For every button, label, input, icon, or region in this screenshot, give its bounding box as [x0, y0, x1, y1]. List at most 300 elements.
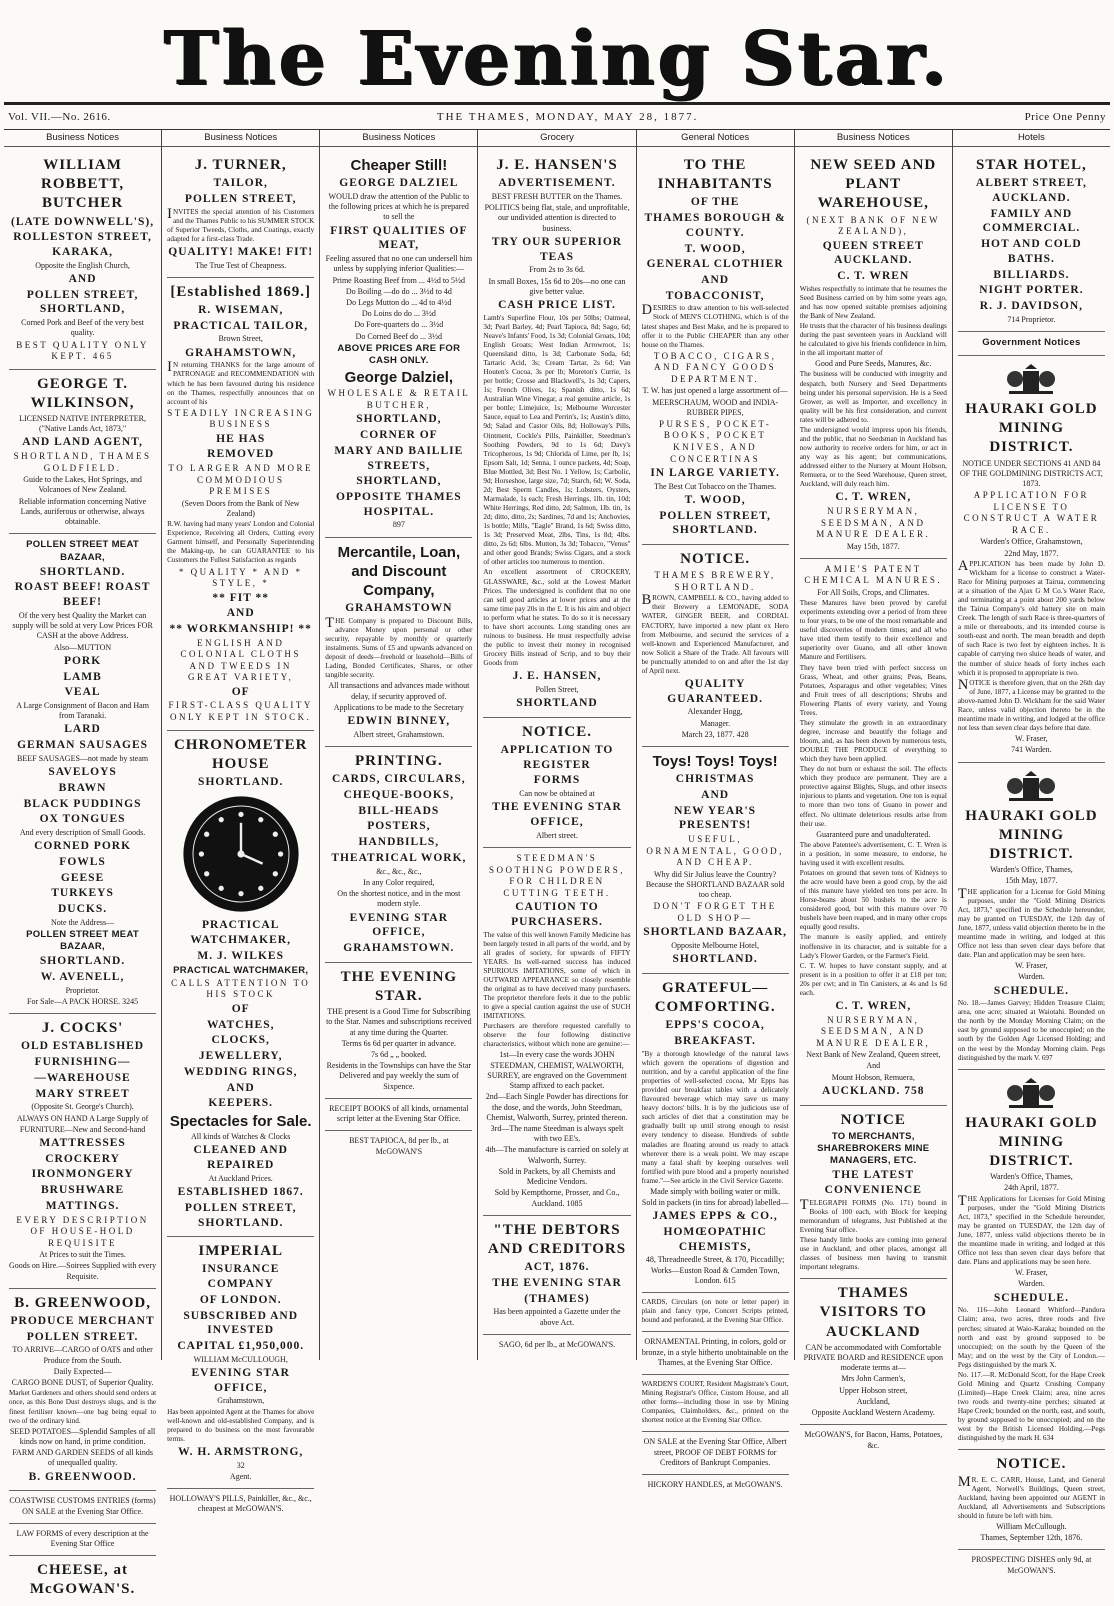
ad-line: CHRONOMETER HOUSE [173, 736, 308, 772]
ad-line: 15th May, 1877. [1005, 876, 1058, 886]
ad-line: (Seven Doors from the Bank of New Zealand) [181, 498, 300, 518]
ad-line: USEFUL, ORNAMENTAL, GOOD, AND CHEAP. [646, 834, 784, 868]
ad-line: OF [231, 685, 250, 698]
ad-line: SUBSCRIBED AND INVESTED [183, 1309, 299, 1337]
ad-line: BROWN, CAMPBELL & CO., having added to their Brewery a LEMONADE, SODA WATER, GINGER BEER, and CORDIAL FACTORY, have imported a new plant ex Hero from Melbourne, and secured the services of a well-known and Experienced Manufacturer, and now Solicit a Share of the Trade. All favours will be punctually attended to on and after the 1st day of April next. [641, 592, 789, 675]
advertisement [325, 151, 472, 538]
advertisement [800, 1279, 947, 1425]
ad-line: THAMES BREWERY, SHORTLAND. [654, 570, 776, 592]
column-6 [795, 130, 953, 1450]
ad-line: C. T. WREN, [835, 999, 912, 1012]
ad-line: SHORTLAND, [356, 413, 442, 426]
ad-line: POLLEN STREET. [26, 1330, 139, 1343]
ad-line: No. 117.—R. McDonald Scott, for the Hape Creek Gold Mining and Quartz Crushing Company (Limited)—Hape Creek Claim; area, nine acres two roods and twenty-nine perches; situated at Hape Creek; bounded on the north, east, and south, by ground supposed to be unoccupied; and on the west by the British Licensed Holding.—Pegs distinguished by the mark H. 634 [957, 1370, 1105, 1443]
ad-line: THE EVENING STAR OFFICE, [492, 801, 622, 829]
ad-line: All transactions and advances made without delay, if security approved of. [328, 681, 470, 701]
ad-line: 1st—In every case the words JOHN STEEDMAN, CHEMIST, WALWORTH, SURREY, are engraved on the Government Stamp affixed to each packet. [487, 1050, 627, 1091]
price: Price One Penny [1024, 111, 1106, 123]
ad-line: W. Fraser, [1015, 1268, 1048, 1278]
ad-line: Sold in packets (in tins for abroad) labelled— [641, 1198, 789, 1208]
column-1 [4, 130, 162, 1598]
ad-line: "By a thorough knowledge of the natural laws which govern the operations of digestion and nutrition, and by a careful application of the fine properties of well-selected cocoa, Mr Epps has provided our breakfast tables with a delicately flavoured beverage which may save us many heavy doctors' bills. It is by the judicious use of such articles of diet that a constitution may be gradually built up until strong enough to resist every tendency to disease. Hundreds of subtle maladies are floating around us ready to attack wherever there is a weak point. We may escape many a fatal shaft by keeping ourselves well fortified with pure blood and a properly nourished frame."—See article in the Civil Service Gazette. [641, 1049, 789, 1185]
ad-line: BEST FRESH BUTTER on the Thames. [491, 191, 623, 201]
ad-line: ROLLESTON STREET, KARAKA, [13, 231, 152, 258]
ad-line: W. AVENELL, [40, 971, 125, 984]
ad-line: B. GREENWOOD, [14, 1294, 151, 1311]
ad-line: GEORGE DALZIEL [339, 177, 459, 190]
column-2 [162, 130, 320, 1514]
ad-line: OLD ESTABLISHED [21, 1040, 145, 1053]
ad-line: TO LARGER AND MORE COMMODIOUS PREMISES [168, 463, 313, 497]
ad-line: GENERAL CLOTHIER [646, 258, 784, 271]
ad-line: Mercantile, Loan, and Discount Company, [337, 543, 461, 600]
ad-line: Spectacles for Sale. [169, 1112, 312, 1130]
ad-line: BEST TAPIOCA, 8d per lb., at McGOWAN'S [349, 1136, 449, 1156]
ad-line: Brown Street, [218, 334, 263, 344]
ad-line: CAN be accommodated with Comfortable PRIVATE BOARD and RESIDENCE upon moderate terms at— [803, 1342, 943, 1373]
clock-icon [181, 794, 301, 914]
ad-line: WEDDING RINGS, [183, 1065, 298, 1078]
advertisement [958, 1550, 1105, 1581]
column-heading: Business Notices [320, 130, 477, 147]
ad-line: PURSES, POCKET-BOOKS, POCKET KNIVES, AND CONCERTINAS [659, 418, 772, 464]
ad-line: POSTERS, [367, 820, 431, 833]
ad-line: Lamb's Superfine Flour, 10s per 50lbs; Oatmeal, 3d; Pearl Barley, 4d; Pearl Tapioca, 8d; Sago, 6d; Neave's Infants' Food, 1s 3d; Colonial Groats, 10d; English Groats; West Indian Arrowroot, 1s; Queensland ditto, 1s 3d; Carbonate Soda, 6d; Tartaric Acid, 3s; Cream Tartar, 2s 6d; Van Houten's Cocoa, 3s per lb; Moreton's Currie, 1s per bottle; Crosse and Blackwell's, 1s 3d; Capers, 1s; French Olives, 1s; Spanish ditto, 1s 6d; Australian Wine Vinegar, a real genuine article, 1s per bottle; Limejuice, 1s; Melbourne Worcester Sauce, equal to Lea and Perrin's, 1s; Austin's ditto, 9d; Salad and Castor Oils, 8d; Holloway's Pills, Ointment, Cockle's Pills, Painkiller, Steedman's Soothing Powders, 9d to 1s 6d; Davy's Tricopherous, 1s 9d; Chlorida of Lime, per lb, 1s; Epsom Salt, 1d; Senna, 1 ounce packets, 4d; Soap, Blue Mottled, 3d; Best No. 1 Yellow, 1s; Carbolic, 9d; Horseshoe, large size, 7d; Starch, 6d; W. Soda, 2d; Best Sperm Candles, 1s; Lobsters, Oysters, Marmalade, 1s each; Fresh Herrings, 1lb. tin, 10d; White Herrings, Red ditto, 2d; Salmon, 1lb. tin, 1s 2d; ditto, ditto, 2s; Sardines, 7d and 1s; Anchovies, 1s bottle; Mills, "Eagle" Brand, 1s 6d; Swiss ditto, 1s 3d; Preserved Meat, 2lbs, Tins, 1s 8d; 4lbs. ditto, 2s 6d; 6lbs. Mutton, 3s 3d; Tobacco, "Venus" and other good Brands; Swiss Cigars, and a stock of other articles too numerous to mention. [483, 313, 631, 567]
ad-line: Daily Expected— [53, 1366, 112, 1376]
ad-line: ACT, 1876. [524, 1261, 590, 1274]
ad-line: SHORTLAND BAZAAR, [643, 926, 788, 939]
advertisement [325, 963, 472, 1099]
ad-line: ** FIT ** [212, 591, 270, 604]
advertisement [642, 1332, 789, 1375]
ad-line: The value of this well known Family Medicine has been largely tested in all parts of the world, and by all grades of society, for upwards of FIFTY YEARS. Its well-earned success has induced SPURIOUS IMITATIONS, some of which in OUTWARD APPEARANCE so closely resemble the original as to have deceived many purchasers. The proprietor therefore feels it due to the public to give a special caution against the use of SUCH IMITATIONS. [483, 930, 631, 1021]
advertisement [167, 278, 314, 731]
column-5 [637, 130, 795, 1490]
ad-line: CLEANED AND REPAIRED [193, 1144, 288, 1172]
ad-line: TAILOR, [213, 177, 268, 190]
ad-line: B. GREENWOOD. [28, 1470, 137, 1483]
ad-line: PRODUCE MERCHANT [10, 1315, 155, 1328]
ad-line: THE Applications for Licenses for Gold Mining purposes, under the "Gold Mining Districts Act, 1873," specified in the Schedule hereunder, may be granted on TUESDAY, the 12th day of June, 1877, unless valid objections thereto be in the meantime made in writing, and lodged at this Office not less than seven clear days before that date. Plans and applications may be seen here. [957, 1192, 1105, 1267]
ad-line: GERMAN SAUSAGES [17, 739, 149, 752]
ad-line: R. WISEMAN, [198, 304, 284, 317]
ad-line: POLLEN STREET, SHORTLAND. [659, 509, 771, 537]
ad-line: (THAMES) [524, 1292, 590, 1305]
ad-line: BLACK PUDDINGS [23, 797, 142, 810]
ad-line: PRACTICAL WATCHMAKER, [173, 964, 309, 976]
ad-line: CLOCKS, [211, 1034, 270, 1047]
ad-line: Purchasers are therefore requested carefully to observe the four following distinctive characteristics, without which none are genuine:— [483, 1022, 631, 1049]
ad-line: WARDEN'S COURT, Resident Magistrate's Court, Mining Registrar's Office, Custom House, and all other forms—including those in use by Mining Companies, Claimholders, &c., printed on the shortest notice at the Evening Star Office. [641, 1380, 789, 1425]
ad-line: W. Fraser, [1015, 961, 1048, 971]
advertisement [325, 747, 472, 963]
ad-line: WILLIAM ROBBETT, BUTCHER [40, 157, 125, 212]
dateline [4, 105, 1110, 129]
ad-line: (Opposite St. George's Church). [31, 1102, 134, 1112]
ad-line: WHOLESALE & RETAIL BUTCHER, [327, 388, 471, 410]
advertisement [9, 1491, 156, 1523]
ad-line: SHORTLAND, [356, 475, 442, 488]
ad-line: Sold in Packets, by all Chemists and Medicine Vendors. [498, 1166, 616, 1187]
ad-line: (LATE DOWNWELL'S), [11, 215, 155, 228]
royal-crest-icon [1001, 1077, 1061, 1111]
masthead [4, 0, 1110, 102]
advertisement [800, 151, 947, 559]
advertisement [483, 1216, 630, 1335]
ad-line: AND [226, 607, 255, 620]
ad-line: CORNER OF [360, 429, 438, 442]
ad-line: CARGO BONE DUST, of Superior Quality. [11, 1378, 154, 1388]
ad-line: At Auckland Prices. [208, 1173, 273, 1183]
ad-line: March 23, 1877. 428 [681, 729, 749, 739]
ad-line: 4th—The manufacture is carried on solely at Walworth, Surrey. [485, 1145, 629, 1165]
ad-line: NOTICE is therefore given, that on the 26th day of June, 1877, a License may be granted to the above-named John D. Wickham for the said Water Race, unless valid objection thereto be in the meantime made in writing, and lodged at the office not less than seven clear days before that date. [957, 676, 1105, 732]
ad-line: 24th April, 1877. [1004, 1183, 1059, 1193]
ad-line: TELEGRAPH FORMS (No. 171) bound in Books of 100 each, with Block for keeping memorandum of telegrams, Just Published at the Evening Star office. [799, 1196, 947, 1234]
ad-line: A Large Consignment of Bacon and Ham from Taranaki. [16, 700, 149, 721]
ad-line: Opposite the English Church, [35, 260, 130, 270]
ad-line: SAVELOYS [48, 766, 117, 779]
column-heading: Grocery [478, 130, 635, 147]
ad-line: Has been appointed a Gazette under the above Act. [493, 1307, 621, 1327]
ad-line: WILLIAM McCULLOUGH, [193, 1354, 288, 1364]
ad-line: Goods on Hire.—Soirees Supplied with every Requisite. [9, 1261, 157, 1281]
ad-line: An excellent assortment of CROCKERY, GLASSWARE, &c., sold at the Lowest Market Prices. The undersigned is confident that no one can sell good articles at lower prices and at the same time pay 20s in the £. It is his aim and object to perform what he states. To do so it is necessary to have short accounts. Long standing ones are ruinous to business. He must respectfully advise the public to invest their money in recognised Grocery Bills instead of Scrip, and to buy their Goods from [483, 568, 631, 668]
advertisement [9, 151, 156, 370]
ad-line: QUALITY GUARANTEED. [667, 677, 763, 705]
ad-line: CAUTION TO PURCHASERS. [511, 901, 603, 928]
ad-line: Albert street, Grahamstown. [353, 729, 445, 739]
ad-line: LAW FORMS of every description at the Evening Star Office [16, 1528, 149, 1549]
ad-line: COASTWISE CUSTOMS ENTRIES (forms) ON SALE at the Evening Star Office. [9, 1496, 156, 1516]
column-heading: Hotels [953, 130, 1110, 147]
ad-line: Good and Pure Seeds, Manures, &c. [815, 359, 932, 369]
ad-line: 897 [392, 520, 405, 530]
ad-line: POLLEN STREET MEAT BAZAAR, [26, 539, 140, 563]
advertisement [958, 356, 1105, 762]
ad-line: Opposite Melbourne Hotel, [671, 941, 760, 951]
ad-line: WOULD draw the attention of the Public to the following prices at which he is prepared to sell the [328, 191, 470, 222]
advertisement [642, 1475, 789, 1496]
ad-line: IN LARGE VARIETY. [650, 467, 780, 480]
ad-line: IMPERIAL [198, 1243, 284, 1260]
ad-line: HOMŒOPATHIC CHEMISTS, [663, 1226, 767, 1253]
ad-line: RECEIPT BOOKS of all kinds, ornamental script letter at the Evening Star Office. [329, 1103, 469, 1124]
ad-line: BILLIARDS. [993, 268, 1070, 281]
ad-line: "THE DEBTORS AND CREDITORS [487, 1221, 627, 1258]
ad-line: Mrs John Carmen's, [841, 1374, 906, 1384]
ad-line: Agent. [229, 1471, 252, 1481]
ad-line: ORNAMENTAL Printing, in colors, gold or bronze, in a style hitherto unobtainable on the Thames, at the Evening Star Office. [641, 1337, 789, 1367]
ad-line: MEERSCHAUM, WOOD and INDIA-RUBBER PIPES, [652, 397, 779, 417]
ad-line: Potatoes on ground that seven tons of Kidneys to the acre would have been a good crop, by the aid of this manure have yielded ten tons per acre. In Horse-beans about 50 bushels to the acre is considered good, but with this manure over 70 bushels have been reaped, and in many other crops equally good results. [799, 869, 947, 932]
ad-line: These Manures have been proved by careful experiments extending over a period of from three to four years, to be one of the most remarkable and useful discoveries of modern times; and all who have tried them testify to their excellence and superiority over Guano, and all other known Manure and Fertilisers. [799, 599, 947, 662]
ad-line: AND [226, 1081, 255, 1094]
masthead-title: The Evening Star. [164, 16, 950, 102]
ad-line: THEATRICAL WORK, [331, 851, 467, 864]
advertisement [642, 1375, 789, 1432]
ad-line: SHORTLAND. [672, 953, 758, 966]
ad-line: J. E. HANSEN, [512, 670, 602, 683]
ad-line: ROAST BEEF! ROAST BEEF! [14, 581, 151, 609]
ad-line: They have been tried with perfect success on Grass, Wheat, and other grains; Peas, Beans, Potatoes, Asparagus and other vegetables; Vines and Fruit trees of all descriptions; Shrubs and Flowering Plants of every variety, and Young Trees. [799, 663, 947, 717]
ad-line: W. Fraser, [1015, 734, 1048, 744]
ad-line: William McCullough. [996, 1521, 1067, 1531]
ad-line: 48, Threadneedle Street, & 170, Piccadilly; Works—Euston Road & Camden Town, London. 615 [645, 1255, 785, 1285]
ad-line: In any Color required, [363, 877, 435, 887]
ad-line: 22nd May, 1877. [1004, 548, 1059, 558]
ad-line: Sold by Kempthorne, Prosser, and Co., Auckland. 1085 [494, 1188, 620, 1208]
ad-line: For Sale—A PACK HORSE. 3245 [27, 997, 139, 1006]
advertisement [167, 1237, 314, 1489]
ad-line: WATCHES, [206, 1018, 275, 1031]
column-7 [953, 130, 1110, 1575]
ad-line: THE application for a License for Gold Mining purposes, under the "Gold Mining Districts Act, 1873," specified in the Schedule hereunder, may be granted on TUESDAY, the 12th day of June, 1877, unless valid objection thereto be in the meantime made in writing, and lodged at this Office not less than seven clear days before that date. Plan and application may be seen here. [957, 885, 1105, 959]
ad-line: LARD [64, 723, 101, 736]
advertisement [9, 1014, 156, 1289]
ad-line: HE HAS [216, 432, 266, 445]
ad-line: WATCHMAKER, [190, 934, 291, 947]
ad-line: J. TURNER, [194, 157, 287, 173]
ad-line: W. H. ARMSTRONG, [178, 1445, 304, 1458]
ad-line: Guaranteed pure and unadulterated. [816, 829, 931, 839]
ad-line: GRATEFUL—COMFORTING. [654, 980, 776, 1016]
ad-line: In small Boxes, 15s 6d to 20s—no one can give better value. [488, 276, 626, 296]
ad-line: J. E. HANSEN'S [496, 157, 618, 173]
ad-line: ALWAYS ON HAND A Large Supply of [16, 1113, 149, 1123]
ad-line: And [866, 1061, 881, 1071]
ad-line: Thames, September 12th, 1876. [980, 1533, 1083, 1543]
advertisement [483, 151, 630, 718]
ad-line: No. 18.—James Garvey; Hidden Treasure Claim; area, one acre; situated at Waiotahi. Bounded on the north by the Monday Morning Claim; on the east by ground supposed to be unoccupied; on the south by the Golden Age Licensed Holding; and on the west by the Monday Morning claim. Pegs distinguished by the mark V. 697 [957, 999, 1105, 1062]
ad-line: DON'T FORGET THE OLD SHOP— [653, 901, 777, 923]
ad-line: PRACTICAL TAILOR, [173, 319, 309, 332]
ad-line: CARDS, Circulars (on note or letter paper) in plain and fancy type, Concert Scripts printed, bound and perforated, at the Evening Star Office. [641, 1298, 789, 1325]
ad-line: BRUSHWARE [41, 1184, 125, 1197]
ad-line: Reliable information concerning Native Lands, auriferous or otherwise, always obtainable. [18, 496, 147, 527]
ad-line: THE present is a Good Time for Subscribing to the Star. Names and subscriptions received at any time during the Quarter. [326, 1007, 472, 1037]
ad-line: TO ARRIVE—CARGO of OATS and other Produce from the South. [12, 1345, 153, 1365]
ad-line: J. COCKS' [41, 1020, 124, 1037]
ad-line: Also—MUTTON [53, 642, 112, 652]
ad-line: POLLEN STREET MEAT BAZAAR, [26, 929, 140, 953]
ad-line: AUCKLAND. 758 [822, 1084, 925, 1097]
advertisement [325, 538, 472, 747]
ad-line: Auckland, [856, 1396, 890, 1406]
ad-line: ESTABLISHED 1867. [177, 1186, 304, 1199]
ad-line: The manure is easily applied, and entirely inoffensive in its character, and is suitable for a Lady's Flower Garden, or the Farmer's Field. [799, 933, 947, 960]
ad-line: THAMES BOROUGH & COUNTY. [644, 212, 786, 239]
ad-line: TO MERCHANTS, SHAREBROKERS MINE MANAGERS, ETC. [817, 1130, 930, 1167]
ad-line: 741 Warden. [1011, 745, 1052, 755]
ad-line: Warden's Office, Thames, [990, 1172, 1073, 1182]
ad-line: CROCKERY [45, 1152, 120, 1165]
ad-line: Wishes respectfully to intimate that he resumes the Seed Business carried on by him some years ago, and has now opened suitable premises adjoining the Bank of New Zealand. [799, 284, 947, 320]
ad-line: Pollen Street, [535, 684, 579, 694]
ad-line: 32 [236, 1460, 245, 1470]
ad-line: NOTICE. [996, 1456, 1067, 1473]
ad-line: NOTICE [840, 1111, 906, 1128]
columns [4, 129, 1110, 1598]
ad-line: SHORTLAND. [198, 775, 284, 788]
ad-line: EVERY DESCRIPTION OF HOUSE-HOLD REQUISITE [16, 1214, 149, 1248]
ad-line: NOTICE UNDER SECTIONS 41 AND 84 OF THE GOLDMINING DISTRICTS ACT, 1873. [959, 458, 1103, 489]
ad-line: MARY AND BAILLIE STREETS, [334, 444, 464, 472]
ad-line: ENGLISH AND COLONIAL CLOTHS AND TWEEDS IN GREAT VARIETY, [180, 637, 301, 683]
ad-line: NOTICE. [522, 723, 592, 740]
ad-line: NURSERYMAN, SEEDSMAN, AND MANURE DEALER. [816, 506, 931, 540]
ad-line: Next Bank of New Zealand, Queen street, [806, 1050, 941, 1060]
volume-number: Vol. VII.—No. 2616. [8, 111, 111, 123]
ad-line: Can now be obtained at [519, 789, 595, 799]
ad-line: 7s 6d „ „ booked. [370, 1050, 427, 1059]
ad-line: PORK [63, 654, 102, 667]
ad-line: —WAREHOUSE [34, 1071, 131, 1084]
ad-line: And every description of Small Goods. [19, 827, 146, 837]
ad-line: 714 Proprietor. [1007, 314, 1056, 324]
ad-line: THE EVENING STAR. [340, 968, 458, 1004]
ad-line: C. T. W. hopes to have constant supply, and at present is in a position to offer it at £18 per ton; 20s per cwt; and in Tin Canisters, at 4s and 1s 6d each. [799, 961, 947, 997]
ad-line: PRINTING. [354, 753, 443, 770]
ad-line: IN returning THANKS for the large amount of PATRONAGE and RECOMMENDATION with which he has been favoured during his residence on the Thames, respectfully announces that on account of his [167, 359, 315, 406]
advertisement [800, 559, 947, 1106]
ad-line: All kinds of Watches & Clocks [191, 1132, 291, 1142]
ad-line: Corned Pork and Beef of the very best quality. [21, 318, 144, 338]
ad-line: EDWIN BINNEY, [347, 715, 451, 728]
advertisement [9, 1524, 156, 1556]
ad-line: SHORTLAND. [39, 565, 126, 578]
ad-line: The Best Cut Tobacco on the Thames. [654, 481, 777, 491]
advertisement [483, 1335, 630, 1356]
ad-line: Warden's Office, Grahamstown, [980, 537, 1083, 547]
place-and-date: THE THAMES, MONDAY, MAY 28, 1877. [436, 111, 699, 123]
advertisement [9, 534, 156, 1014]
ad-line: OF THE [690, 196, 740, 209]
ad-line: CHEESE, at McGOWAN'S. [29, 1562, 136, 1598]
ad-line: IRONMONGERY [31, 1168, 134, 1181]
ad-line: GEORGE T. WILKINSON, [30, 375, 135, 411]
advertisement [167, 731, 314, 1238]
advertisement [483, 848, 630, 1216]
ad-line: Prime Roasting Beef from ... 4½d to 5½d [332, 275, 466, 285]
ad-line: NEW YEAR'S PRESENTS! [674, 804, 757, 832]
ad-line: MATTINGS. [45, 1199, 120, 1212]
ad-line: EPPS'S COCOA, [665, 1019, 765, 1032]
ad-line: SEED POTATOES—Splendid Samples of all kinds now on hand, in prime condition. [9, 1426, 156, 1446]
ad-line: Do Legs Mutton do ... 4d to 4½d [346, 297, 452, 307]
ad-line: The business will be conducted with integrity and despatch, both Nursery and Seed Departments being under his personal supervision. He is a Seed Grower, as well as Importer, and excellency in quality will be his first consideration, and current rates will be adhered to. [799, 370, 947, 424]
ad-line: SHORTLAND, THAMES GOLDFIELD. [13, 451, 152, 473]
advertisement [642, 1432, 789, 1475]
ad-line: T. WOOD, [684, 493, 746, 506]
ad-line: SAGO, 6d per lb., at McGOWAN'S. [498, 1339, 616, 1349]
ad-line: McGOWAN'S, for Bacon, Hams, Potatoes, &c. [804, 1430, 943, 1450]
ad-line: At Prices to suit the Times. [39, 1250, 126, 1260]
ad-line: Grahamstown, [217, 1396, 265, 1406]
ad-line: The above Patentee's advertisement, C. T. Wren is in a position, in some measure, to endorse, he having used it with excellent results. [799, 840, 947, 867]
ad-line: Albert street. [536, 830, 578, 840]
ad-line: MARY STREET [35, 1087, 130, 1100]
ad-line: FORMS [533, 774, 581, 787]
ad-line: REMOVED [207, 448, 275, 461]
ad-line: They stimulate the growth in an extraordinary degree, increase and beautify the foliage and bloom, and, as has been shown by numerous tests, DOUBLE THE PRODUCE of everything to which they have been applied. [799, 718, 947, 764]
advertisement [9, 1556, 156, 1605]
ad-line: CHEQUE-BOOKS, [343, 789, 455, 801]
ad-line: POLLEN STREET, SHORTLAND, [26, 288, 139, 316]
ad-line: TURKEYS [51, 887, 114, 900]
ad-line: C. T. WREN, [835, 491, 912, 504]
ad-line: Warden's Office, Thames, [990, 865, 1073, 875]
royal-crest-icon [1001, 770, 1061, 804]
advertisement [958, 1070, 1105, 1451]
ad-line: 3rd—The name Steedman is always spelt with two EE's. [490, 1124, 624, 1144]
ad-line: CHRISTMAS [675, 773, 755, 786]
ad-line: Do Loins do do ... 3½d [361, 309, 436, 319]
advertisement [642, 747, 789, 974]
ad-line: ADVERTISEMENT. [498, 177, 616, 190]
advertisement [642, 1293, 789, 1332]
ad-line: GRAHAMSTOWN, [185, 346, 297, 359]
ad-line: HAURAKI GOLD MINING DISTRICT. [965, 807, 1098, 862]
ad-line: CAPITAL £1,950,000. [177, 1340, 305, 1353]
advertisement [958, 332, 1105, 356]
ad-line: POLITICS being flat, stale, and unprofitable, our undivided attention is directed to business. [484, 203, 630, 233]
advertisement [958, 151, 1105, 332]
ad-line: ABOVE PRICES ARE FOR CASH ONLY. [337, 342, 461, 367]
advertisement [9, 370, 156, 535]
ad-line: Market Gardeners and others should send orders at once, as this Bone Dust destroys slugs, and is the finest fertiliser known—one bag being equal to two of the ordinary kind. [9, 1389, 157, 1425]
ad-line: FARM AND GARDEN SEEDS of all kinds of unequalled quality. [12, 1448, 153, 1468]
ad-line: HANDBILLS, [358, 836, 440, 849]
ad-line: ON SALE at the Evening Star Office, Albert street, PROOF OF DEBT FORMS for Creditors of Bankrupt Companies. [643, 1437, 787, 1467]
ad-line: M. J. WILKES [197, 950, 284, 963]
ad-line: R. J. DAVIDSON, [979, 299, 1084, 312]
ad-line: LICENSED NATIVE INTERPRETER, ("Native Lands Act, 1873," [19, 413, 147, 434]
ad-line: Mount Hobson, Remuera, [831, 1072, 915, 1082]
ad-line: MATTRESSES [39, 1137, 126, 1149]
column-heading: Business Notices [162, 130, 319, 147]
ad-line: George Dalziel, [344, 369, 454, 387]
advertisement [483, 718, 630, 848]
ad-line: CALLS ATTENTION TO HIS STOCK [171, 977, 311, 1000]
advertisement [167, 1489, 314, 1520]
ad-line: No. 116—John Leonard Whitford—Pandora Claim; area, two acres, three roods and five perches; situated at Waio-Karaka; bounded on the north and east by ground supposed to be unoccupied; on the south by the Queen of the May; and on the west by the City of London.—Pegs distinguished by the mark X. [957, 1306, 1105, 1369]
ad-line: KEEPERS. [208, 1097, 273, 1110]
ad-line: QUEEN STREET AUCKLAND. [822, 239, 924, 267]
advertisement [958, 1450, 1105, 1550]
ad-line: Cheaper Still! [350, 157, 448, 174]
column-heading: Business Notices [4, 130, 161, 147]
column-3 [320, 130, 478, 1360]
advertisement [325, 1099, 472, 1131]
ad-line: SCHEDULE. [993, 984, 1069, 997]
ad-line: The undersigned would impress upon his friends, and the public, that no Seedsman in Auckland has now authority to receive orders for him, or act in any way as his agent; but communications, addressed either to the Nursery at Mount Hobson, Remuera, or to the Seed Warehouse, Queen street, Auckland, will duly reach him. [799, 425, 947, 489]
ad-line: BILL-HEADS [358, 804, 440, 817]
ad-line: OPPOSITE THAMES HOSPITAL. [336, 491, 462, 518]
ad-line: CASH PRICE LIST. [498, 298, 616, 311]
ad-line: LAMB [63, 670, 102, 683]
ad-line: These handy little books are coming into general use in Auckland, and other places, amongst all classes of business men having to transmit important telegrams. [799, 1235, 947, 1272]
ad-line: PRACTICAL [202, 918, 280, 931]
ad-line: CORNED PORK [34, 840, 132, 853]
ad-line: GRAHAMSTOWN. [343, 941, 455, 954]
ad-line: On the shortest notice, and in the most modern style. [337, 889, 461, 909]
ad-line: APPLICATION has been made by John D. Wickham for a license to construct a Water-Race for Mining purposes at Tairua, commencing at a situation of the Ajax G M Co.'s Water Race, and terminating at a point about 200 yards below the Tairua Company's old battery site on main Creek. The length of such Race is three-quarters of a mile or thereabouts, and its intended course is south-east and north. The mean breadth and depth of such Race is two feet by eighteen inches. It is capable of carrying two sluice heads of water, and the number of sluice heads of forty inches each which it is proposed to appropriate is two. [957, 557, 1105, 677]
ad-line: Alexander Hogg, [687, 707, 743, 717]
ad-line: QUALITY! MAKE! FIT! [168, 245, 314, 258]
ad-line: AND [701, 788, 730, 801]
ad-line: STEEDMAN'S SOOTHING POWDERS, FOR CHILDREN CUTTING TEETH. [488, 853, 625, 898]
